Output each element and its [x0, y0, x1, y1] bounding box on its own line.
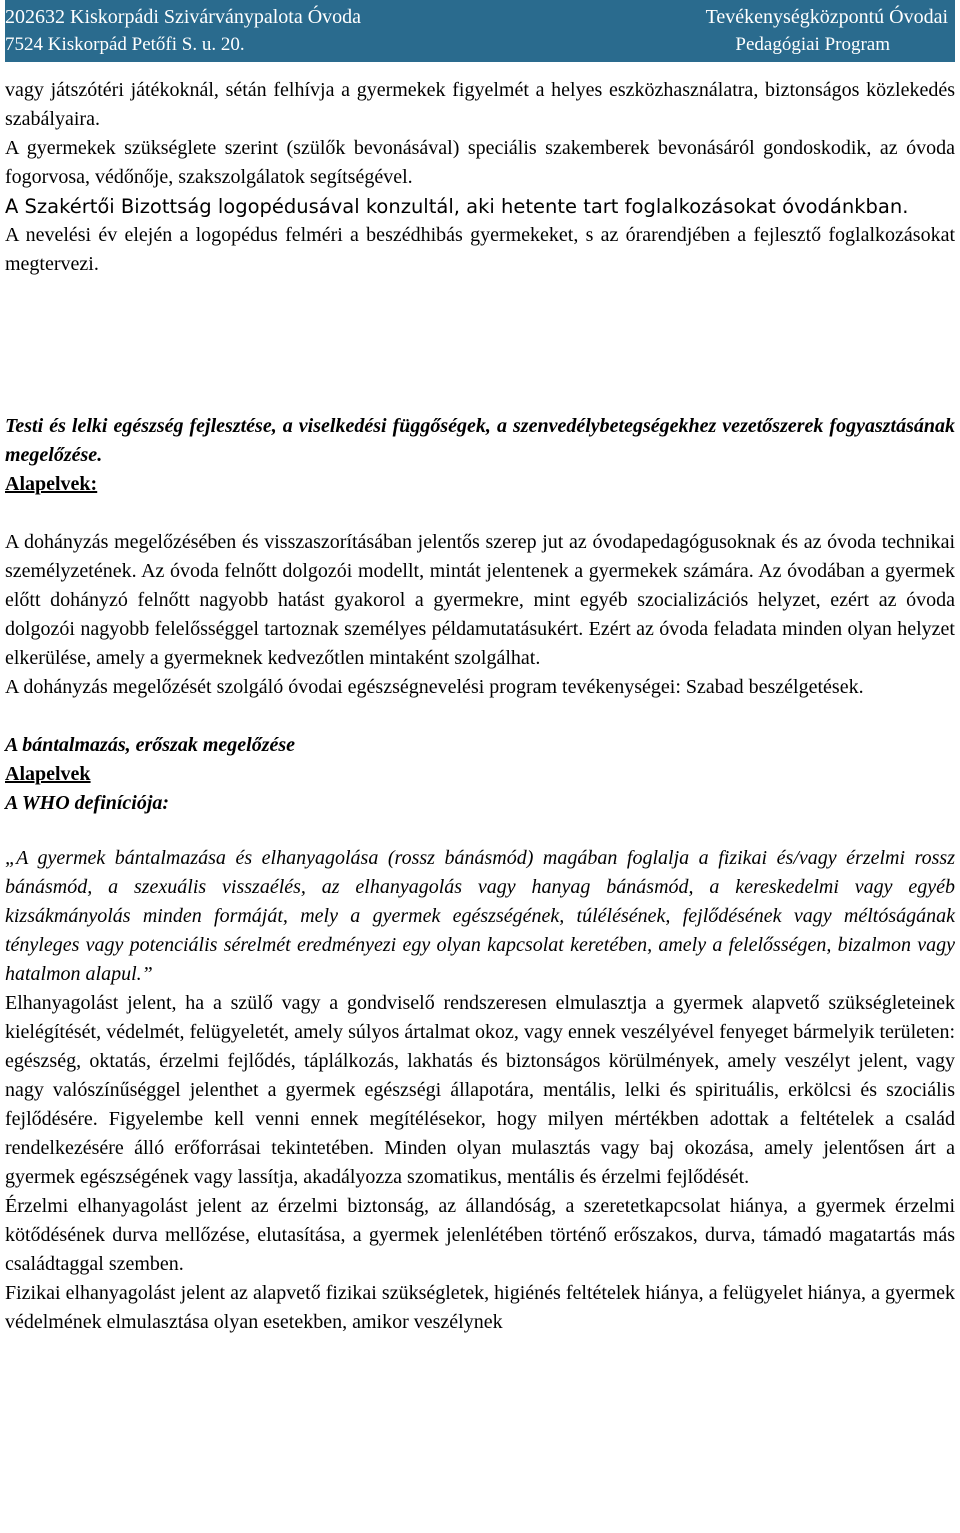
spacer — [5, 499, 955, 528]
header-program-title-line2: Pedagógiai Program — [735, 34, 890, 55]
spacer — [5, 702, 955, 731]
section-subheading: Alapelvek: — [5, 473, 98, 495]
header-address: 7524 Kiskorpád Petőfi S. u. 20. — [5, 34, 245, 55]
who-definition-quote: „A gyermek bántalmazása és elhanyagolása (rossz bánásmód) magában foglalja a fizikai és/vagy érzelmi rossz bánásmód, a szexuális visszaélés, az elhanyagolás vagy hanyag bánásmód, a kereskedelmi vagy egyéb kizsákmányolás minden formáját, mely a gyermek egészségének, túlélésének, fejlődésének vagy méltóságának tényleges vagy potenciális sérelmét eredményezi egy olyan kapcsolat keretében, amely a felelősségen, bizalmon vagy hatalmon alapul.” — [5, 847, 955, 985]
spacer — [5, 818, 955, 844]
body-paragraph: Elhanyagolást jelent, ha a szülő vagy a gondviselő rendszeresen elmulasztja a gyermek alapvető szükségleteinek kielégítését, védelmét, felügyeletét, amely súlyos ártalmat okoz, vagy ennek veszélyével fenyeget bármelyik területen: egészség, oktatás, érzelmi fejlődés, táplálkozás, lakhatás és biztonságos körülmények, amely veszélyt jelent, vagy nagy valószínűséggel jelenthet a gyermek egészségi állapotára, mentális, lelki és spirituális, erkölcsi és szociális fejlődésére. Figyelembe kell venni ennek megítélésekor, hogy milyen mértékben adottak a feltételek a család rendelkezésére álló erőforrásai tekintetében. Minden olyan mulasztás vagy baj okozása, amely jelentősen árt a gyermek egészségének vagy lassítja, akadályozza szomatikus, mentális és érzelmi fejlődését. — [5, 992, 955, 1188]
body-paragraph: Érzelmi elhanyagolást jelent az érzelmi biztonság, az állandóság, a szeretetkapcsolat hiánya, a gyermek érzelmi kötődésének durva mellőzése, elutasítása, a gyermek jelenlétében történő erőszakos, durva, támadó magatartás más családtaggal szemben. — [5, 1195, 955, 1275]
header-program-title-line1: Tevékenységközpontú Óvodai — [705, 6, 948, 28]
section-heading: A bántalmazás, erőszak megelőzése — [5, 734, 296, 756]
document-body — [5, 76, 955, 1337]
header-institution-name: 202632 Kiskorpádi Szivárványpalota Óvoda — [5, 6, 362, 28]
intro-paragraph: vagy játszótéri játékoknál, sétán felhívja a gyermekek figyelmét a helyes eszközhasználatra, biztonságos közlekedés szabályaira. — [5, 79, 955, 130]
spacer — [5, 279, 955, 412]
body-paragraph: A dohányzás megelőzését szolgáló óvodai egészségnevelési program tevékenységei: Szabad beszélgetések. — [5, 676, 864, 698]
section-subheading: Alapelvek — [5, 763, 91, 785]
section-heading: Testi és lelki egészség fejlesztése, a viselkedési függőségek, a szenvedélybetegségekhez vezetőszerek fogyasztásának megelőzése. — [5, 415, 955, 466]
body-paragraph: Fizikai elhanyagolást jelent az alapvető fizikai szükségletek, higiénés feltételek hiánya, a felügyelet hiánya, a gyermek védelmének elmulasztása olyan esetekben, amikor veszélynek — [5, 1282, 955, 1333]
intro-paragraph: A nevelési év elején a logopédus felméri a beszédhibás gyermekeket, s az órarendjében a fejlesztő foglalkozásokat megtervezi. — [5, 224, 955, 275]
section-subheading: A WHO definíciója: — [5, 792, 170, 814]
intro-paragraph: A gyermekek szükséglete szerint (szülők bevonásával) speciális szakemberek bevonásáról gondoskodik, az óvoda fogorvosa, védőnője, szakszolgálatok segítségével. — [5, 137, 955, 188]
body-paragraph: A dohányzás megelőzésében és visszaszorításában jelentős szerep jut az óvodapedagógusoknak és az óvoda technikai személyzetének. Az óvoda felnőtt dolgozói modellt, mintát jelentenek a gyermekek számára. Az óvodában a gyermek előtt dohányzó felnőtt nagyobb hatást gyakorol a gyermekre, mint egyéb szocializációs helyzet, ezért az óvoda dolgozói nagyobb felelősséggel tartoznak személyes példamutatásukért. Ezért az óvoda feladata minden olyan helyzet elkerülése, amely a gyermeknek kedvezőtlen mintaként szolgálhat. — [5, 531, 955, 669]
page-header — [5, 0, 955, 62]
intro-paragraph: A Szakértői Bizottság logopédusával konzultál, aki hetente tart foglalkozásokat óvodánkban. — [5, 195, 909, 218]
